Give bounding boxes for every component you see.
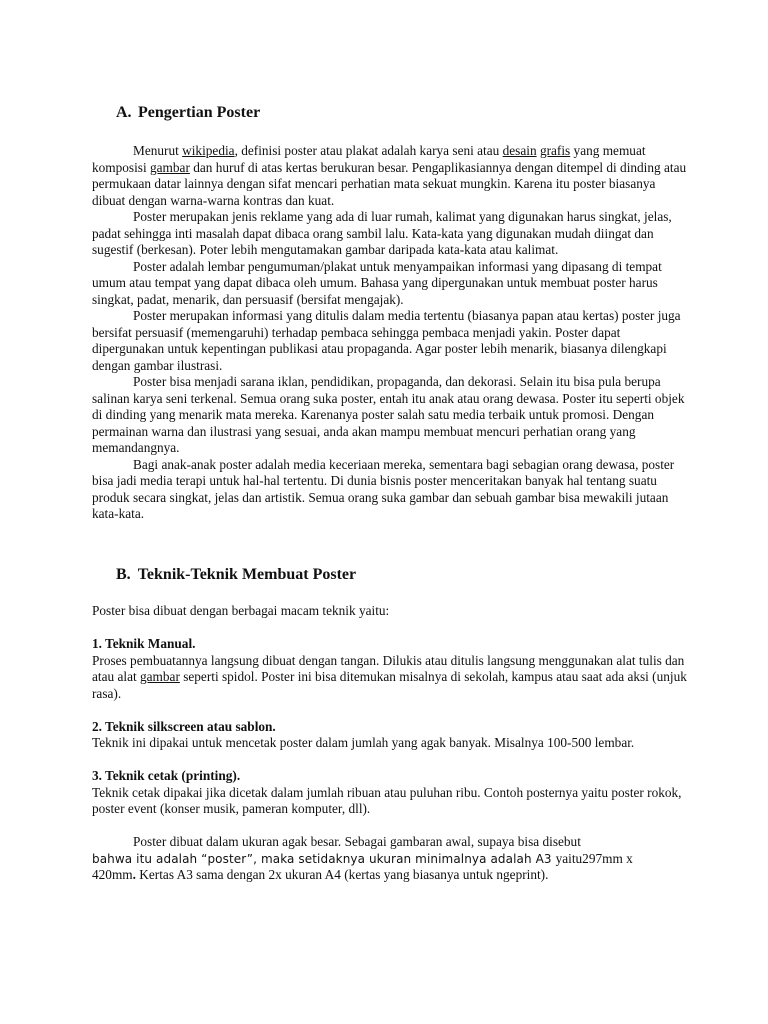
link-grafis[interactable]: grafis xyxy=(539,143,571,158)
spacer xyxy=(92,818,688,835)
closing-line-1: Poster dibuat dalam ukuran agak besar. Sebagai gambaran awal, supaya bisa disebut xyxy=(133,834,581,849)
text-run: Proses pembuatannya langsung dibuat dengan tangan. Dilukis atau ditulis langsung menggunakan alat tulis dan atau alat xyxy=(92,652,685,684)
link-gambar-2[interactable]: gambar xyxy=(140,669,180,684)
section-b-body xyxy=(92,603,688,884)
technique-3-body: Teknik cetak dipakai jika dicetak dalam jumlah ribuan atau puluhan ribu. Contoh posternya yaitu poster rokok, poster event (konser musik, pameran komputer, dll). xyxy=(92,784,682,816)
section-b-heading xyxy=(92,565,356,585)
technique-1-body xyxy=(92,653,688,703)
section-b-title: Teknik-Teknik Membuat Poster xyxy=(137,566,357,583)
technique-2-title: 2. Teknik silkscreen atau sablon. xyxy=(92,718,276,734)
section-a-body xyxy=(92,143,688,523)
spacer xyxy=(92,702,688,719)
technique-1-title: 1. Teknik Manual. xyxy=(92,636,196,651)
closing-line-3 xyxy=(92,867,688,884)
closing-line-2 xyxy=(92,851,688,868)
technique-2-body: Teknik ini dipakai untuk mencetak poster dalam jumlah yang agak banyak. Misalnya 100-500 lembar. xyxy=(92,735,635,750)
paragraph-a3: Poster adalah lembar pengumuman/plakat untuk menyampaikan informasi yang dipasang di tempat umum atau tempat yang dapat dibaca oleh umum. Bahasa yang dipergunakan untuk membuat poster harus singkat, padat, menarik, dan persuasif (bersifat mengajak). xyxy=(92,258,662,307)
paragraph-a1 xyxy=(92,143,688,209)
text-run: seperti spidol. Poster ini bisa ditemukan misalnya di sekolah, kampus atau saat ada aksi (unjuk rasa). xyxy=(92,669,687,701)
techniques-intro: Poster bisa dibuat dengan berbagai macam teknik yaitu: xyxy=(92,603,390,618)
technique-3-title: 3. Teknik cetak (printing). xyxy=(92,768,241,783)
spacer xyxy=(92,620,688,637)
spacer xyxy=(92,752,688,769)
link-gambar[interactable]: gambar xyxy=(150,159,190,175)
text-run: yaitu297mm x xyxy=(555,850,633,866)
text-run: dan huruf di atas kertas berukuran besar. Pengaplikasiannya dengan ditempel di dinding atau permukaan datar lainnya dengan sifat mencari perhatian mata sekuat mungkin. Karena itu poster biasanya dibuat dengan warna-warna kontras dan kuat. xyxy=(92,159,687,208)
paragraph-a5: Poster bisa menjadi sarana iklan, pendidikan, propaganda, dan dekorasi. Selain itu bisa pula berupa salinan karya seni terkenal. Semua orang suka poster, entah itu anak atau orang dewasa. Poster itu seperti objek di dinding yang menarik mata mereka. Karenanya poster salah satu media terbaik untuk promosi. Dengan permainan warna dan ilustrasi yang sesuai, anda akan mampu membuat mencuri perhatian orang yang memandangnya. xyxy=(92,374,685,455)
section-a-heading xyxy=(92,103,260,123)
text-run: yang memuat komposisi xyxy=(92,143,646,175)
link-desain[interactable]: desain xyxy=(502,143,537,158)
paragraph-a6: Bagi anak-anak poster adalah media keceriaan mereka, sementara bagi sebagian orang dewasa, poster bisa jadi media terapi untuk hal-hal tertentu. Di dunia bisnis poster menceritakan banyak hal tentang suatu produk secara singkat, jelas dan artistik. Semua orang suka gambar dan sebuah gambar bisa mewakili jutaan kata-kata. xyxy=(92,456,675,521)
section-b-number: B. xyxy=(116,566,131,583)
text-run: Kertas A3 sama dengan 2x ukuran A4 (kertas yang biasanya untuk ngeprint). xyxy=(139,867,549,882)
text-run: 420mm xyxy=(92,867,133,882)
link-wikipedia[interactable]: wikipedia xyxy=(182,143,235,158)
text-run-alt-font: bahwa itu adalah “poster”, maka setidaknya ukuran minimalnya adalah A3 xyxy=(92,851,556,866)
text-run-bold: . xyxy=(132,867,140,882)
text-run: Menurut xyxy=(133,143,183,158)
paragraph-a2: Poster merupakan jenis reklame yang ada di luar rumah, kalimat yang digunakan harus singkat, jelas, padat sehingga inti masalah dapat dibaca orang sambil lalu. Kata-kata yang digunakan mudah diingat dan sugestif (berkesan). Poter lebih mengutamakan gambar daripada kata-kata atau kalimat. xyxy=(92,209,672,257)
text-run: , definisi poster atau plakat adalah karya seni atau xyxy=(234,143,503,158)
section-a-title: Pengertian Poster xyxy=(138,104,261,121)
section-a-number: A. xyxy=(116,104,132,121)
paragraph-a4: Poster merupakan informasi yang ditulis dalam media tertentu (biasanya papan atau kertas) poster juga bersifat persuasif (memengaruhi) terhadap pembaca sehingga pembaca menjadi yakin. Poster dapat dipergunakan untuk kepentingan publikasi atau propaganda. Agar poster lebih menarik, biasanya dilengkapi dengan gambar ilustrasi. xyxy=(92,308,681,373)
